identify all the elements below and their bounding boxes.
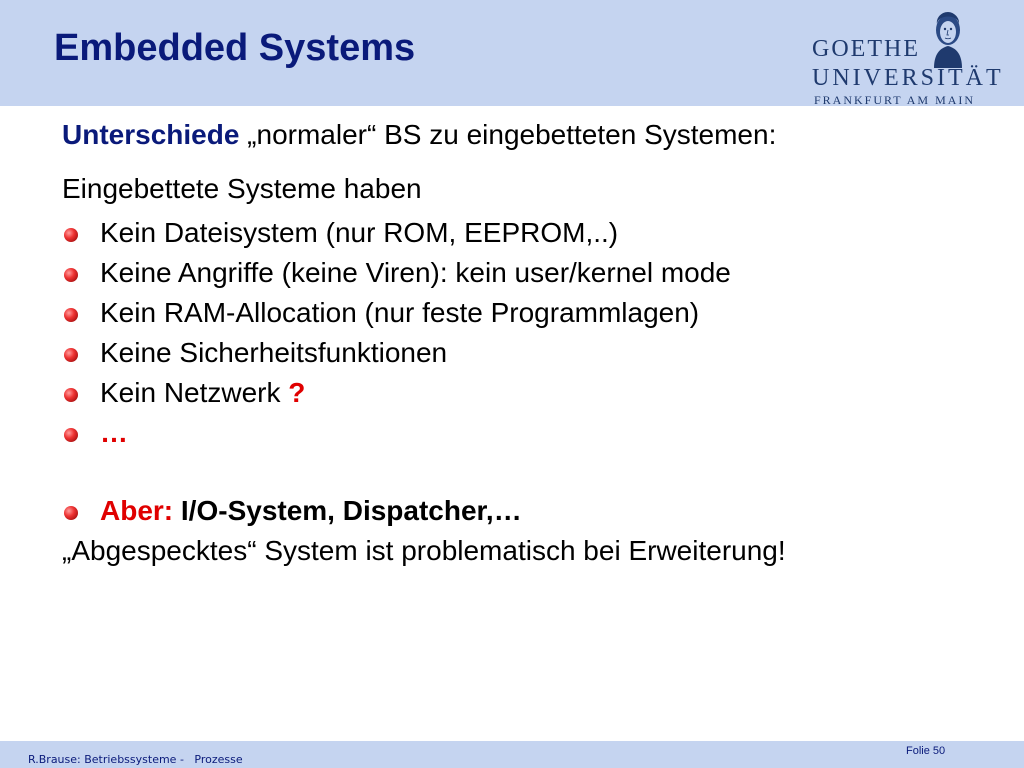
intro-line: [62, 118, 962, 172]
logo-line-goethe: GOETHE: [812, 36, 920, 62]
red-ball-icon: [64, 308, 78, 322]
list-item: [62, 256, 962, 296]
list-item: [62, 336, 962, 376]
red-ball-icon: [64, 348, 78, 362]
intro-bold: Unterschiede: [62, 119, 240, 150]
red-ball-icon: [64, 506, 78, 520]
slide-title: Embedded Systems: [54, 27, 416, 69]
list-item: [62, 296, 962, 336]
red-ball-icon: [64, 428, 78, 442]
aber-rest: I/O-System, Dispatcher,…: [173, 495, 522, 526]
list-item-text: Kein RAM-Allocation (nur feste Programmlagen): [100, 297, 700, 328]
aber-label: Aber:: [100, 495, 174, 526]
logo-line-city: FRANKFURT AM MAIN: [814, 93, 976, 107]
closing-line: „Abgespecktes“ System ist problematisch bei Erweiterung!: [62, 535, 786, 566]
red-ball-icon: [64, 268, 78, 282]
list-item-text: Kein Dateisystem (nur ROM, EEPROM,..): [100, 217, 619, 248]
footer-author: R.Brause: Betriebssysteme - Prozesse: [28, 753, 243, 766]
question-mark: ?: [288, 377, 306, 408]
goethe-portrait-icon: [920, 10, 976, 68]
list-item: [62, 376, 962, 416]
intro-line-2: Eingebettete Systeme haben: [62, 173, 422, 204]
list-item-text: Keine Angriffe (keine Viren): kein user/kernel mode: [100, 257, 731, 288]
aber-item: [62, 494, 962, 534]
red-ball-icon: [64, 388, 78, 402]
red-ball-icon: [64, 228, 78, 242]
logo-line-universitaet: UNIVERSITÄT: [812, 65, 1004, 91]
list-item: [62, 216, 962, 256]
list-item: [62, 416, 962, 456]
slide-content: [62, 118, 962, 568]
list-item-text: Kein Netzwerk: [100, 377, 289, 408]
intro-rest: „normaler“ BS zu eingebetteten Systemen:: [239, 119, 777, 150]
ellipsis-item: …: [100, 417, 128, 448]
university-logo: [812, 10, 1004, 107]
slide-number: Folie 50: [906, 745, 946, 757]
list-item-text: Keine Sicherheitsfunktionen: [100, 337, 448, 368]
